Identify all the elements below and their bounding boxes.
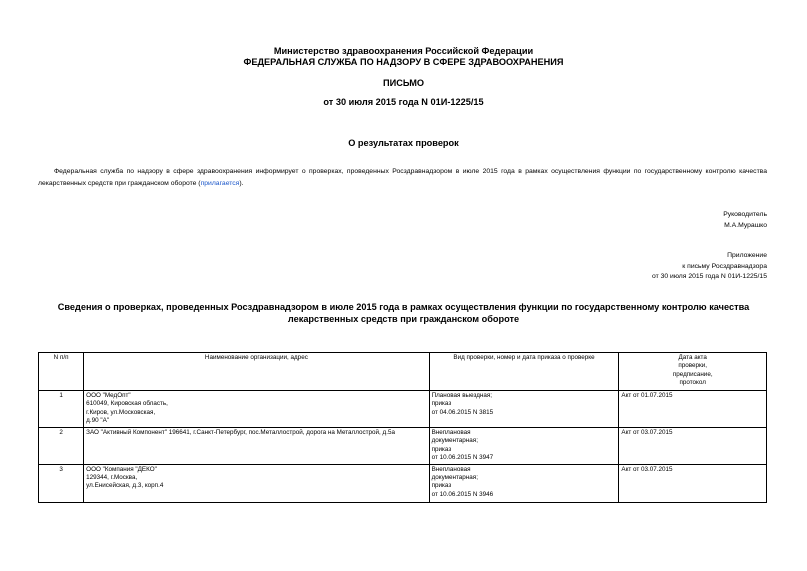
header-act-line: проверки, xyxy=(678,362,708,370)
appendix-ref: к письму Росздравнадзора xyxy=(682,262,767,270)
row-num: 2 xyxy=(39,428,84,465)
ministry-name: Министерство здравоохранения Российской Федерации xyxy=(273,46,534,56)
appendix-link[interactable]: прилагается xyxy=(200,180,240,187)
header-act-line: предписание, xyxy=(672,370,713,378)
org-line: 129344, г.Москва, xyxy=(86,474,138,482)
kind-line: Плановая выездная; xyxy=(431,392,493,399)
kind-line: приказ xyxy=(431,482,452,490)
row-org xyxy=(84,391,429,428)
document-date: от 30 июля 2015 года N 01И-1225/15 xyxy=(323,97,484,107)
signature-name: М.А.Мурашко xyxy=(724,221,767,229)
org-line: 610049, Кировская область, xyxy=(86,400,168,408)
section-title: Сведения о проверках, проведенных Росздравнадзором в июле 2015 года в рамках осуществления функции по государственному контролю качества лекарственных средств при гражданском обороте xyxy=(57,302,750,324)
document-subject: О результатах проверок xyxy=(348,138,459,148)
kind-line: от 10.06.2015 N 3947 xyxy=(431,454,494,462)
org-line: г.Киров, ул.Московская, xyxy=(86,408,156,416)
document-type: ПИСЬМО xyxy=(382,78,425,88)
header-act xyxy=(619,353,767,391)
table-header-row xyxy=(39,353,767,391)
row-num: 1 xyxy=(39,391,84,428)
kind-line: приказ xyxy=(431,400,452,408)
kind-line: приказ xyxy=(431,445,452,453)
kind-line: Внеплановая xyxy=(431,465,471,473)
table-row xyxy=(39,464,767,502)
signature-position: Руководитель xyxy=(723,211,767,218)
org-line: д.90 "А" xyxy=(86,417,110,425)
row-org xyxy=(84,428,429,465)
letter-body-end: ). xyxy=(239,180,244,187)
row-act: Акт от 01.07.2015 xyxy=(619,391,767,428)
letter-body xyxy=(38,166,767,190)
row-kind xyxy=(429,428,619,465)
kind-line: от 10.06.2015 N 3946 xyxy=(431,490,494,498)
row-act: Акт от 03.07.2015 xyxy=(619,428,767,465)
row-kind xyxy=(429,464,619,502)
row-num: 3 xyxy=(39,464,84,502)
org-line: ЗАО "Активный Компонент" 196641, г.Санкт-Петербург, пос.Металлострой, дорога на Металлострой, д.5а xyxy=(86,429,395,436)
org-line: ул.Енисейская, д.3, корп.4 xyxy=(86,482,164,490)
signature-block xyxy=(723,210,767,231)
header-act-line: Дата акта xyxy=(678,354,707,361)
service-name: ФЕДЕРАЛЬНАЯ СЛУЖБА ПО НАДЗОРУ В СФЕРЕ ЗДРАВООХРАНЕНИЯ xyxy=(243,57,564,67)
row-kind xyxy=(429,391,619,428)
appendix-block xyxy=(652,251,767,283)
org-line: ООО "МедОпт" xyxy=(86,392,131,399)
kind-line: Внеплановая xyxy=(431,429,471,436)
header-org: Наименование организации, адрес xyxy=(84,353,429,391)
appendix-date: от 30 июля 2015 года N 01И-1225/15 xyxy=(651,273,767,280)
kind-line: документарная; xyxy=(431,474,478,482)
org-line: ООО "Компания "ДЕКО" xyxy=(86,465,157,473)
header-kind: Вид проверки, номер и дата приказа о проверке xyxy=(429,353,619,391)
appendix-label: Приложение xyxy=(727,252,767,259)
inspections-table xyxy=(38,352,767,503)
table-row xyxy=(39,428,767,465)
letter-body-text: Федеральная служба по надзору в сфере здравоохранения информирует о проверках, проведенных Росздравнадзором в июле 2015 года в рамках осуществления функции по государственному контролю качества лекарственных средств при гражданском обороте ( xyxy=(38,168,767,187)
row-act: Акт от 03.07.2015 xyxy=(619,464,767,502)
header-num: N п/п xyxy=(39,353,84,391)
header-act-line: протокол xyxy=(679,379,706,387)
row-org xyxy=(84,464,429,502)
table-row xyxy=(39,391,767,428)
kind-line: документарная; xyxy=(431,437,478,445)
kind-line: от 04.06.2015 N 3815 xyxy=(431,408,494,416)
